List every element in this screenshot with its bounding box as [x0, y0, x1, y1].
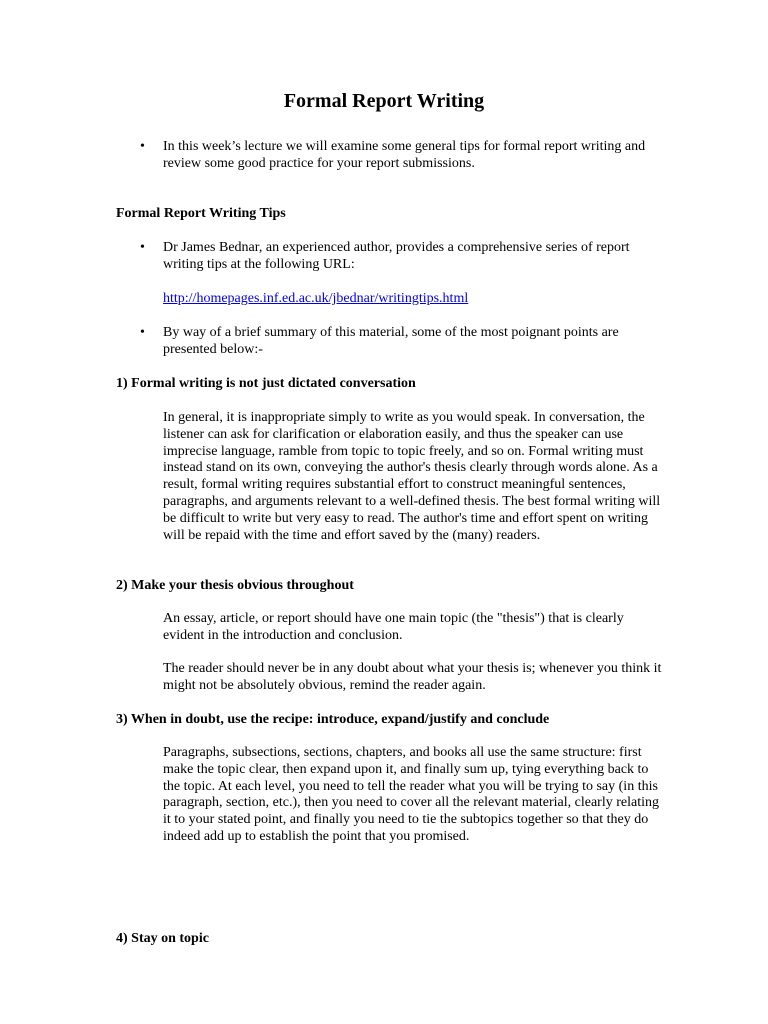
section-heading-3: 3) When in doubt, use the recipe: introduce, expand/justify and conclude — [116, 712, 550, 727]
section-3-paragraph: Paragraphs, subsections, sections, chapters, and books all use the same structure: first make the topic clear, then expand upon it, and finally sum up, tying everything back to the topic. At each level, you need to tell the reader what you will be trying to say (in this paragraph, section, etc.), then you need to cover all the relevant material, clearly relating it to your stated point, and finally you need to tie the subtopics together so that they do indeed add up to establish the point that you promised. — [163, 745, 659, 844]
bednar-bullet — [140, 240, 663, 274]
bullet-text: By way of a brief summary of this material, some of the most poignant points are presented below:- — [163, 325, 619, 357]
bullet-text: In this week’s lecture we will examine some general tips for formal report writing and review some good practice for your report submissions. — [163, 139, 646, 171]
section-heading-4: 4) Stay on topic — [116, 931, 209, 946]
intro-bullet — [140, 139, 663, 173]
section-2-paragraph-1: An essay, article, or report should have one main topic (the "thesis") that is clearly evident in the introduction and conclusion. — [163, 611, 624, 643]
section-1-paragraph: In general, it is inappropriate simply to write as you would speak. In conversation, the listener can ask for clarification or elaboration easily, and thus the speaker can use imprecise language, ramble from topic to topic freely, and so on. Formal writing must instead stand on its own, conveying the author's thesis clearly through words alone. As a result, formal writing requires substantial effort to construct meaningful sentences, paragraphs, and arguments relevant to a well-defined thesis. The best formal writing will be difficult to write but very easy to read. The author's time and effort spent on writing will be repaid with the time and effort saved by the (many) readers. — [163, 410, 661, 543]
tips-heading: Formal Report Writing Tips — [116, 206, 286, 221]
bullet-icon: • — [140, 240, 145, 255]
bullet-icon: • — [140, 139, 145, 154]
writing-tips-link[interactable]: http://homepages.inf.ed.ac.uk/jbednar/writingtips.html — [163, 291, 469, 306]
section-heading-1: 1) Formal writing is not just dictated conversation — [116, 376, 416, 391]
bullet-icon: • — [140, 325, 145, 340]
bullet-text: Dr James Bednar, an experienced author, provides a comprehensive series of report writing tips at the following URL: — [163, 240, 630, 272]
summary-bullet — [140, 325, 663, 359]
page-title: Formal Report Writing — [283, 90, 485, 112]
section-heading-2: 2) Make your thesis obvious throughout — [116, 578, 354, 593]
section-2-paragraph-2: The reader should never be in any doubt about what your thesis is; whenever you think it might not be absolutely obvious, remind the reader again. — [163, 661, 662, 693]
